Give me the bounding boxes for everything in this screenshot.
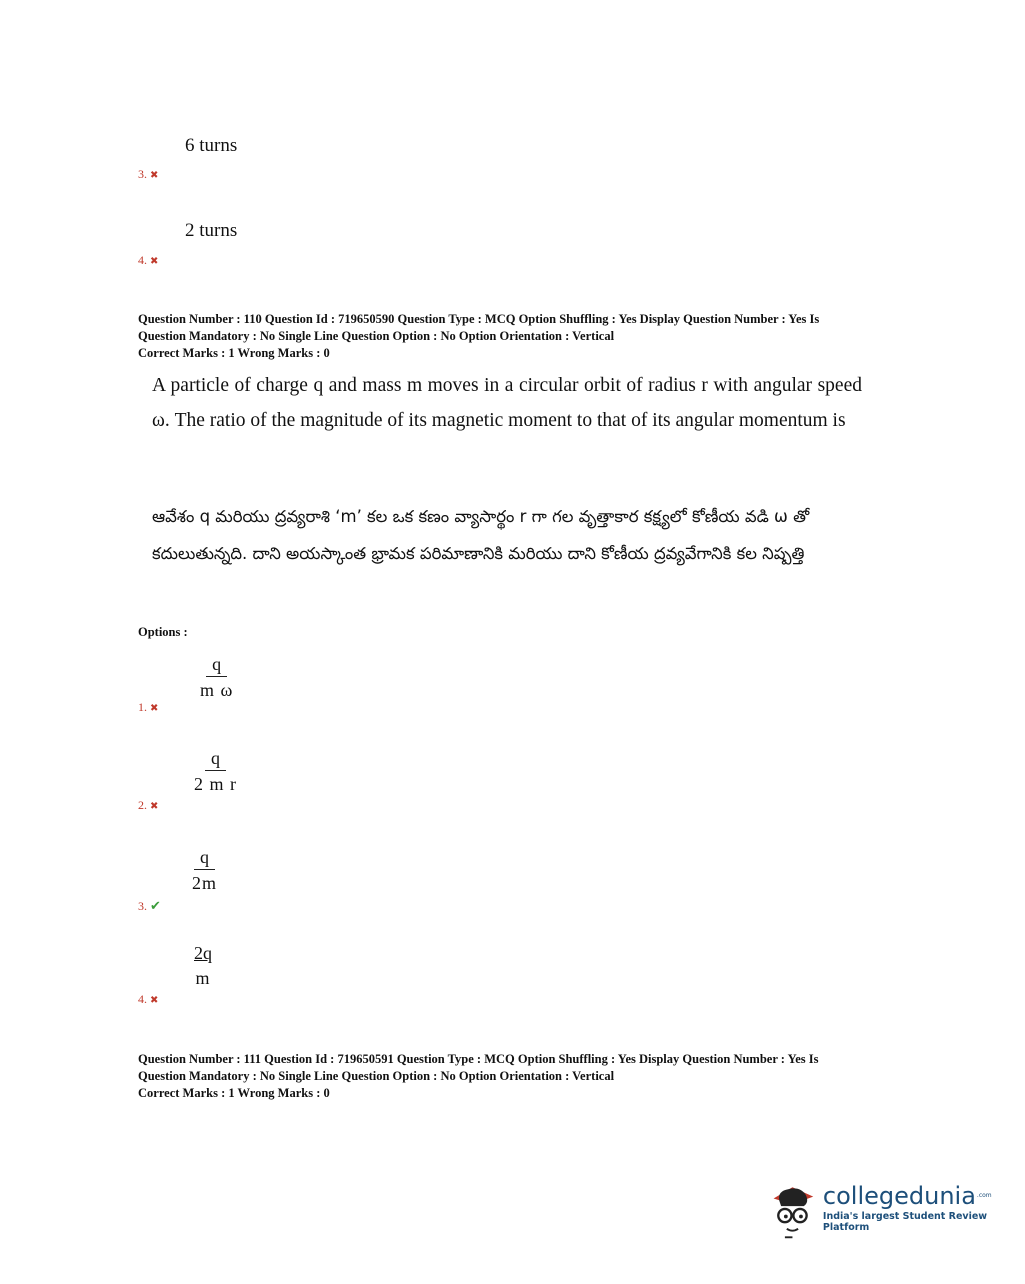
option-fraction xyxy=(200,654,233,700)
option-number xyxy=(138,700,158,715)
fraction-numerator: 2q xyxy=(194,943,212,963)
option-number-label: 4. xyxy=(138,253,147,267)
meta-line: Question Number : 110 Question Id : 719650590 Question Type : MCQ Option Shuffling : Yes Display Question Number : Yes Is xyxy=(138,312,820,326)
wrong-icon: ✖ xyxy=(150,256,159,267)
option-number xyxy=(138,898,161,914)
mascot-icon xyxy=(766,1176,819,1240)
logo-text xyxy=(823,1183,1025,1233)
fraction-denominator: 2m xyxy=(192,873,218,893)
fraction-numerator: q xyxy=(205,748,226,771)
question-meta xyxy=(138,311,819,362)
wrong-icon: ✖ xyxy=(150,703,159,714)
brand-name xyxy=(823,1183,1025,1209)
meta-line: Correct Marks : 1 Wrong Marks : 0 xyxy=(138,346,330,360)
meta-line: Question Mandatory : No Single Line Question Option : No Option Orientation : Vertical xyxy=(138,1068,615,1083)
option-number xyxy=(138,167,158,182)
brand-suffix: .com xyxy=(976,1192,992,1199)
fraction-denominator: m xyxy=(195,968,211,988)
meta-line: Correct Marks : 1 Wrong Marks : 0 xyxy=(138,1086,330,1100)
fraction-numerator: q xyxy=(194,847,215,870)
wrong-icon: ✖ xyxy=(150,801,159,812)
option-fraction xyxy=(192,847,217,893)
meta-line: Question Mandatory : No Single Line Question Option : No Option Orientation : Vertical xyxy=(138,328,615,343)
option-fraction xyxy=(188,943,218,988)
fraction-denominator: 2 m r xyxy=(194,774,237,794)
wrong-icon: ✖ xyxy=(150,170,159,181)
option-text: 6 turns xyxy=(185,135,238,156)
fraction-denominator: m ω xyxy=(200,680,234,700)
option-number-label: 3. xyxy=(138,899,147,913)
option-number xyxy=(138,992,158,1007)
wrong-icon: ✖ xyxy=(150,995,159,1006)
check-icon: ✔ xyxy=(150,898,161,913)
option-number-label: 2. xyxy=(138,798,147,812)
option-text: 2 turns xyxy=(185,220,238,241)
question-text-telugu: ఆవేశం q మరియు ద్రవ్యరాశి ‘m’ కల ఒక కణం వ్యాసార్థం r గా గల వృత్తాకార కక్ష్యలో కోణీయ వడి ω తో కదులుతున్నది. దాని అయస్కాంత భ్రామక పరిమాణానికి మరియు దాని కోణీయ ద్రవ్యవేగానికి కల నిష్పత్తి xyxy=(152,507,810,563)
question-meta xyxy=(138,1051,819,1102)
brand-word: collegedunia xyxy=(822,1182,976,1210)
option-number-label: 4. xyxy=(138,992,147,1006)
option-number xyxy=(138,253,158,268)
collegedunia-logo xyxy=(766,1176,1025,1240)
meta-line: Question Number : 111 Question Id : 719650591 Question Type : MCQ Option Shuffling : Yes Display Question Number : Yes Is xyxy=(138,1052,819,1066)
option-fraction xyxy=(194,748,237,794)
option-number xyxy=(138,798,158,813)
option-number-label: 1. xyxy=(138,700,147,714)
option-number-label: 3. xyxy=(138,167,147,181)
brand-tagline: India's largest Student Review Platform xyxy=(822,1211,988,1233)
fraction-numerator: q xyxy=(206,654,227,677)
options-label: Options : xyxy=(138,625,188,639)
question-text-english: A particle of charge q and mass m moves in a circular orbit of radius r with angular speed ω. The ratio of the magnitude of its magnetic moment to that of its angular momentum is xyxy=(152,375,862,431)
